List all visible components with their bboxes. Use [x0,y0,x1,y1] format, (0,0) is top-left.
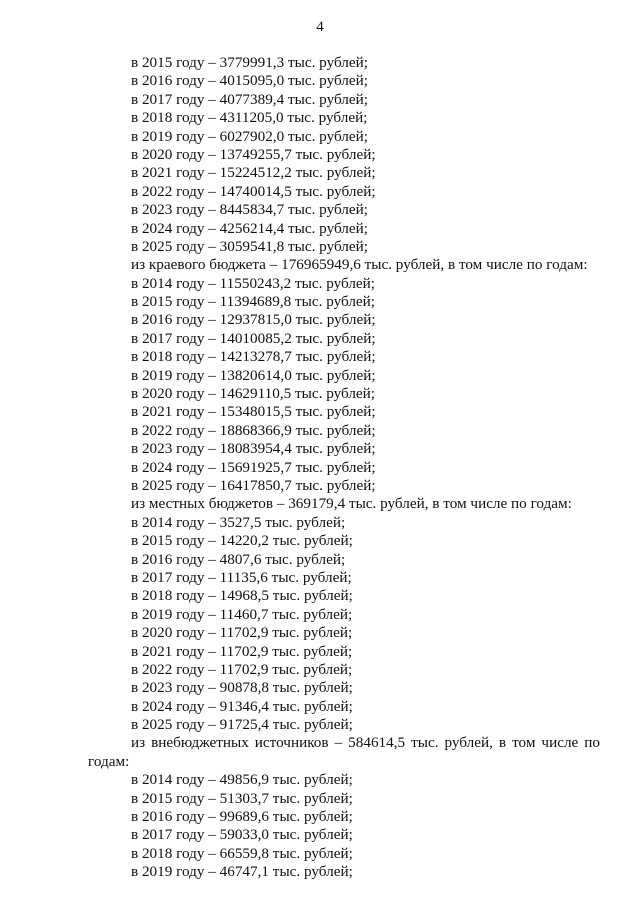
text-line: в 2025 году – 91725,4 тыс. рублей; [131,716,353,734]
text-line: в 2021 году – 11702,9 тыс. рублей; [131,642,353,660]
text-line: в 2017 году – 14010085,2 тыс. рублей; [131,329,376,347]
document-body [0,54,640,882]
text-line: в 2016 году – 4807,6 тыс. рублей; [131,550,346,568]
text-line: в 2017 году – 4077389,4 тыс. рублей; [131,90,368,108]
text-line: в 2020 году – 13749255,7 тыс. рублей; [131,145,376,163]
text-line: в 2018 году – 4311205,0 тыс. рублей; [131,109,368,127]
text-line: в 2025 году – 3059541,8 тыс. рублей; [131,237,368,255]
text-line: в 2014 году – 49856,9 тыс. рублей; [131,771,353,789]
text-line: из местных бюджетов – 369179,4 тыс. рублей, в том числе по годам: [131,495,572,513]
text-line: в 2017 году – 11135,6 тыс. рублей; [131,568,352,586]
text-line: в 2021 году – 15224512,2 тыс. рублей; [131,164,376,182]
paragraph-continuation: годам: [88,752,130,770]
text-line: в 2017 году – 59033,0 тыс. рублей; [131,826,353,844]
text-line: в 2018 году – 66559,8 тыс. рублей; [131,844,353,862]
text-line: в 2015 году – 51303,7 тыс. рублей; [131,789,353,807]
text-line: в 2015 году – 14220,2 тыс. рублей; [131,532,353,550]
text-line: в 2019 году – 6027902,0 тыс. рублей; [131,127,368,145]
text-line: в 2024 году – 91346,4 тыс. рублей; [131,697,353,715]
page-number: 4 [316,19,324,35]
text-line: в 2022 году – 18868366,9 тыс. рублей; [131,421,376,439]
text-line: в 2020 году – 11702,9 тыс. рублей; [131,624,353,642]
text-line: в 2019 году – 11460,7 тыс. рублей; [131,605,353,623]
text-line: в 2020 году – 14629110,5 тыс. рублей; [131,385,376,403]
text-line: в 2015 году – 11394689,8 тыс. рублей; [131,293,376,311]
paragraph-line: из внебюджетных источников – 584614,5 тыс. рублей, в том числе по [131,734,600,752]
text-line: в 2015 году – 3779991,3 тыс. рублей; [131,54,368,71]
text-line: в 2018 году – 14968,5 тыс. рублей; [131,587,353,605]
text-line: в 2024 году – 4256214,4 тыс. рублей; [131,219,368,237]
text-line: в 2021 году – 15348015,5 тыс. рублей; [131,403,376,421]
text-line: в 2023 году – 18083954,4 тыс. рублей; [131,440,376,458]
text-line: в 2014 году – 11550243,2 тыс. рублей; [131,274,376,292]
text-line: в 2025 году – 16417850,7 тыс. рублей; [131,476,376,494]
text-line: в 2018 году – 14213278,7 тыс. рублей; [131,348,376,366]
text-line: в 2019 году – 46747,1 тыс. рублей; [131,863,353,881]
text-line: в 2023 году – 8445834,7 тыс. рублей; [131,201,368,219]
text-line: из краевого бюджета – 176965949,6 тыс. рублей, в том числе по годам: [131,256,588,274]
text-line: в 2024 году – 15691925,7 тыс. рублей; [131,458,376,476]
text-line: в 2022 году – 14740014,5 тыс. рублей; [131,182,376,200]
text-line: в 2023 году – 90878,8 тыс. рублей; [131,679,353,697]
text-line: в 2022 году – 11702,9 тыс. рублей; [131,660,353,678]
text-line: в 2019 году – 13820614,0 тыс. рублей; [131,366,376,384]
text-line: в 2016 году – 99689,6 тыс. рублей; [131,808,353,826]
text-line: в 2014 году – 3527,5 тыс. рублей; [131,513,346,531]
text-line: в 2016 году – 12937815,0 тыс. рублей; [131,311,376,329]
text-line: в 2016 году – 4015095,0 тыс. рублей; [131,72,368,90]
